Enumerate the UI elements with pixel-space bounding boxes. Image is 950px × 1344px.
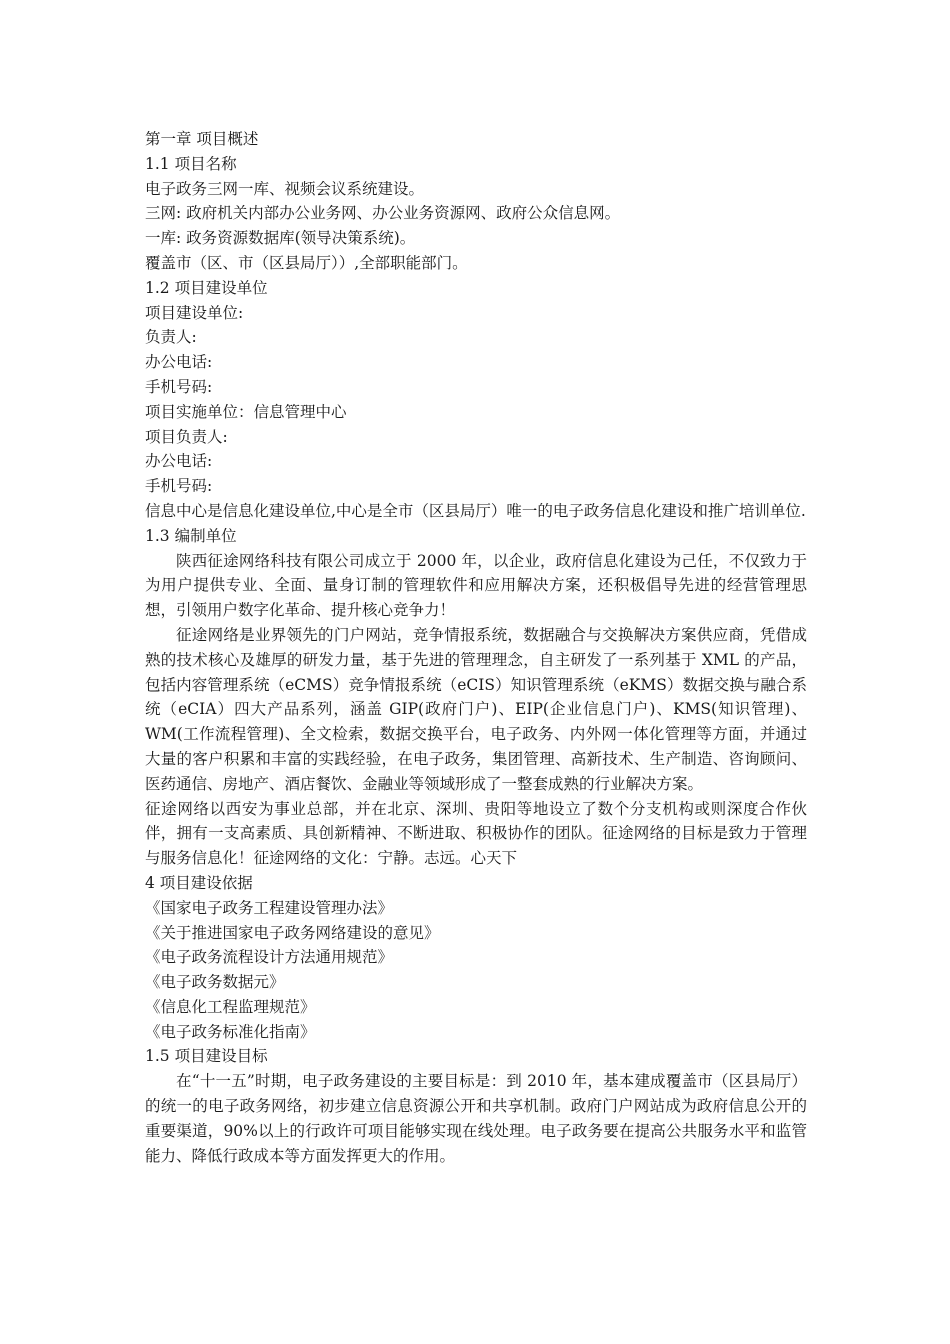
text-line: 项目建设单位: [145, 303, 244, 322]
section-heading-1-2: 1.2 项目建设单位 [145, 278, 268, 297]
reference-item: 《关于推进国家电子政务网络建设的意见》 [145, 923, 440, 942]
text-line: 负责人: [145, 328, 197, 347]
reference-item: 《电子政务标准化指南》 [145, 1022, 316, 1041]
reference-item: 《电子政务数据元》 [145, 973, 285, 992]
text-line: 手机号码: [145, 377, 213, 396]
chapter-title: 第一章 项目概述 [145, 130, 259, 148]
paragraph: 陕西征途网络科技有限公司成立于 2000 年，以企业，政府信息化建设为己任，不仅致力于为用户提供专业、全面、量身订制的管理软件和应用解决方案，还积极倡导先进的经营管理思想，引领用户数字化革命、提升核心竞争力！ [145, 551, 807, 620]
paragraph: 信息中心是信息化建设单位,中心是全市（区县局厅）唯一的电子政务信息化建设和推广培训单位. [145, 501, 806, 520]
text-line: 三网: 政府机关内部办公业务网、办公业务资源网、政府公众信息网。 [145, 204, 621, 223]
reference-item: 《信息化工程监理规范》 [145, 997, 316, 1016]
paragraph: 征途网络是业界领先的门户网站，竞争情报系统，数据融合与交换解决方案供应商，凭借成熟的技术核心及雄厚的研发力量，基于先进的管理理念，自主研发了一系列基于 XML 的产品，包括内容管理系统（eCMS）竞争情报系统（eCIS）知识管理系统（eKMS）数据交换与融合系统（eCIA）四大产品系列，涵盖 GIP(政府门户)、EIP(企业信息门户)、KMS(知识管理)、WM(工作流程管理)、全文检索，数据交换平台，电子政务、内外网一体化管理等方面，并通过大量的客户积累和丰富的实践经验，在电子政务，集团管理、高新技术、生产制造、咨询顾问、医药通信、房地产、酒店餐饮、金融业等领域形成了一整套成熟的行业解决方案。 [145, 625, 807, 793]
text-line: 项目实施单位：信息管理中心 [145, 402, 347, 421]
section-heading-1-1: 1.1 项目名称 [145, 154, 237, 173]
reference-item: 《电子政务流程设计方法通用规范》 [145, 948, 394, 967]
document-page [145, 127, 807, 1168]
text-line: 一库: 政务资源数据库(领导决策系统)。 [145, 229, 416, 248]
text-line: 项目负责人: [145, 427, 228, 446]
paragraph: 征途网络以西安为事业总部，并在北京、深圳、贵阳等地设立了数个分支机构或则深度合作伙伴，拥有一支高素质、具创新精神、不断进取、积极协作的团队。征途网络的目标是致力于管理与服务信息化！征途网络的文化：宁静。志远。心天下 [145, 799, 807, 868]
text-line: 办公电话: [145, 353, 213, 372]
section-heading-4: 4 项目建设依据 [145, 873, 253, 892]
paragraph: 在“十一五”时期，电子政务建设的主要目标是：到 2010 年，基本建成覆盖市（区县局厅）的统一的电子政务网络，初步建立信息资源公开和共享机制。政府门户网站成为政府信息公开的重要渠道，90%以上的行政许可项目能够实现在线处理。电子政务要在提高公共服务水平和监管能力、降低行政成本等方面发挥更大的作用。 [145, 1072, 807, 1165]
text-line: 覆盖市（区、市（区县局厅））,全部职能部门。 [145, 253, 468, 272]
text-line: 办公电话: [145, 452, 213, 471]
section-heading-1-5: 1.5 项目建设目标 [145, 1047, 268, 1066]
section-heading-1-3: 1.3 编制单位 [145, 526, 237, 545]
text-line: 手机号码: [145, 477, 213, 496]
reference-item: 《国家电子政务工程建设管理办法》 [145, 898, 394, 917]
text-line: 电子政务三网一库、视频会议系统建设。 [145, 179, 425, 198]
